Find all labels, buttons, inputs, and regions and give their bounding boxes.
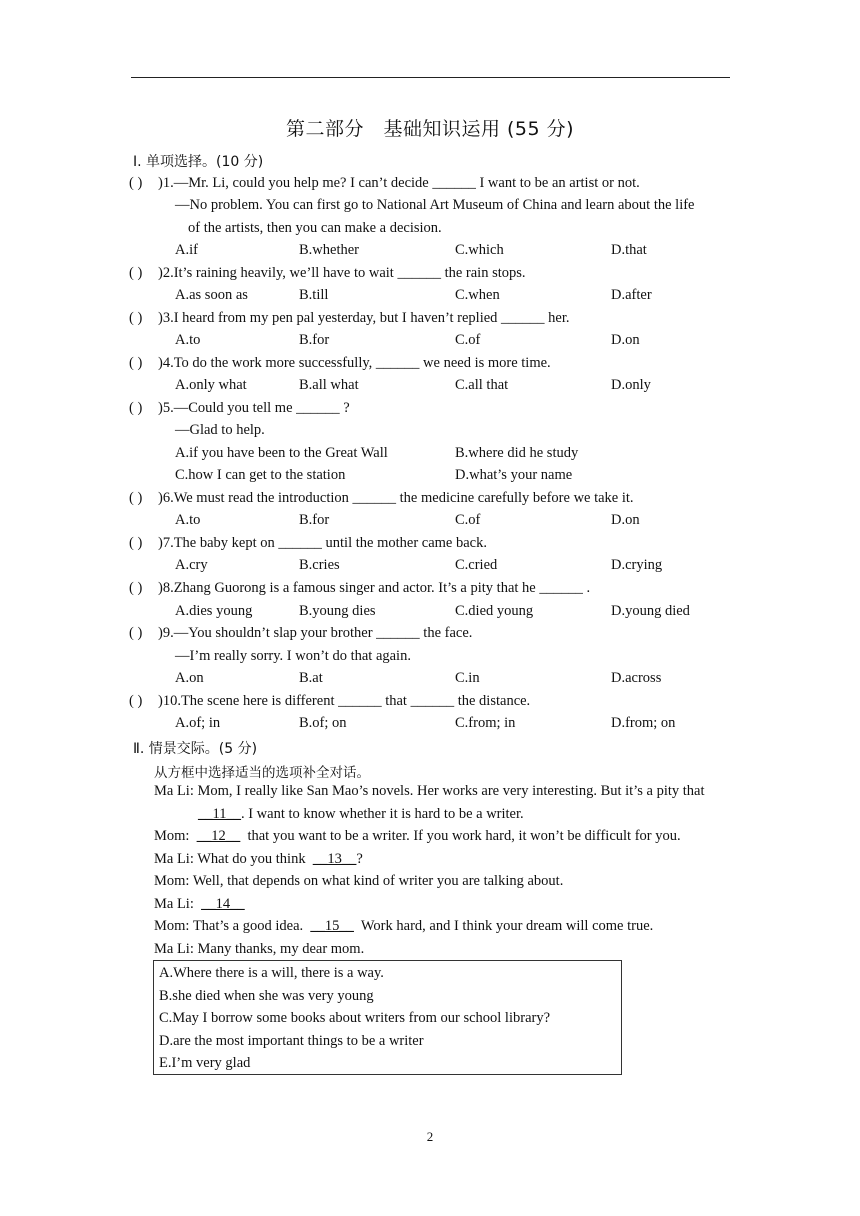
option-b: B.for — [299, 512, 330, 528]
option-b: B.for — [299, 332, 330, 348]
option-c: C.of — [455, 512, 481, 528]
option-c: C.in — [455, 670, 480, 686]
section2-heading: Ⅱ. 情景交际。(5 分) — [133, 741, 258, 757]
answer-bracket[interactable]: ( ) — [129, 355, 143, 371]
option-d: D.young died — [611, 603, 690, 619]
page-number: 2 — [426, 1129, 434, 1144]
option-d: D.on — [611, 512, 640, 528]
option-a: A.on — [175, 670, 204, 686]
dialogue-line: Mom: Well, that depends on what kind of writer you are talking about. — [154, 873, 564, 889]
box-option-e: E.I’m very glad — [159, 1055, 251, 1071]
option-c: C.died young — [455, 603, 534, 619]
option-c: C.of — [455, 332, 481, 348]
header-rule — [131, 77, 730, 78]
option-b: B.at — [299, 670, 323, 686]
dialogue-line: Ma Li: Many thanks, my dear mom. — [154, 941, 365, 957]
option-b: B.till — [299, 287, 329, 303]
dialogue-line: Ma Li: __14__ — [154, 896, 245, 912]
answer-bracket[interactable]: ( ) — [129, 175, 143, 191]
blank-12[interactable]: __12__ — [196, 828, 241, 844]
option-d: D.only — [611, 377, 651, 393]
part-title: 第二部分 基础知识运用 (55 分) — [285, 118, 575, 140]
option-d: D.what’s your name — [455, 467, 573, 483]
option-d: D.across — [611, 670, 662, 686]
question-stem: )10.The scene here is different ______ that ______ the distance. — [158, 693, 531, 709]
option-d: D.crying — [611, 557, 663, 573]
option-c: C.from; in — [455, 715, 516, 731]
question-stem: )9.—You shouldn’t slap your brother ______ the face. — [158, 625, 473, 641]
box-option-a: A.Where there is a will, there is a way. — [159, 965, 384, 981]
box-option-d: D.are the most important things to be a writer — [159, 1033, 424, 1049]
option-b: B.whether — [299, 242, 359, 258]
dialogue-line: Mom: That’s a good idea. __15__ Work hard, and I think your dream will come true. — [154, 918, 654, 934]
question-extra: —I’m really sorry. I won’t do that again. — [175, 648, 411, 664]
question-extra: of the artists, then you can make a decision. — [188, 220, 442, 236]
question-stem: )2.It’s raining heavily, we’ll have to wait ______ the rain stops. — [158, 265, 526, 281]
dialogue-line: __11__. I want to know whether it is hard to be a writer. — [198, 806, 524, 822]
option-b: B.where did he study — [455, 445, 579, 461]
blank-15[interactable]: __15__ — [310, 918, 354, 934]
option-b: B.young dies — [299, 603, 376, 619]
option-a: A.to — [175, 332, 201, 348]
question-stem: )6.We must read the introduction ______ the medicine carefully before we take it. — [158, 490, 634, 506]
option-b: B.all what — [299, 377, 359, 393]
answer-bracket[interactable]: ( ) — [129, 580, 143, 596]
box-option-c: C.May I borrow some books about writers from our school library? — [159, 1010, 551, 1026]
option-d: D.on — [611, 332, 640, 348]
question-stem: )7.The baby kept on ______ until the mother came back. — [158, 535, 487, 551]
option-c: C.cried — [455, 557, 498, 573]
option-a: A.cry — [175, 557, 208, 573]
option-a: A.if — [175, 242, 198, 258]
section2-instruction: 从方框中选择适当的选项补全对话。 — [154, 765, 370, 781]
blank-14[interactable]: __14__ — [201, 896, 245, 912]
option-d: D.after — [611, 287, 652, 303]
option-d: D.that — [611, 242, 647, 258]
question-stem: )3.I heard from my pen pal yesterday, but I haven’t replied ______ her. — [158, 310, 570, 326]
answer-bracket[interactable]: ( ) — [129, 535, 143, 551]
answer-bracket[interactable]: ( ) — [129, 490, 143, 506]
option-b: B.of; on — [299, 715, 347, 731]
option-c: C.all that — [455, 377, 509, 393]
answer-bracket[interactable]: ( ) — [129, 625, 143, 641]
answer-bracket[interactable]: ( ) — [129, 400, 143, 416]
dialogue-line: Mom: __12__ that you want to be a writer. If you work hard, it won’t be difficult for you. — [154, 828, 681, 844]
section1-heading: Ⅰ. 单项选择。(10 分) — [133, 154, 264, 170]
question-stem: )1.—Mr. Li, could you help me? I can’t decide ______ I want to be an artist or not. — [158, 175, 640, 191]
answer-bracket[interactable]: ( ) — [129, 693, 143, 709]
question-extra: —No problem. You can first go to National Art Museum of China and learn about the life — [175, 197, 695, 213]
option-a: A.as soon as — [175, 287, 248, 303]
option-a: A.to — [175, 512, 201, 528]
question-stem: )5.—Could you tell me ______ ? — [158, 400, 350, 416]
question-stem: )8.Zhang Guorong is a famous singer and actor. It’s a pity that he ______ . — [158, 580, 591, 596]
option-c: C.which — [455, 242, 504, 258]
option-c: C.when — [455, 287, 500, 303]
blank-13[interactable]: __13__ — [312, 851, 357, 867]
question-stem: )4.To do the work more successfully, ______ we need is more time. — [158, 355, 551, 371]
answer-bracket[interactable]: ( ) — [129, 265, 143, 281]
dialogue-line: Ma Li: What do you think __13__? — [154, 851, 363, 867]
option-d: D.from; on — [611, 715, 676, 731]
option-a: A.if you have been to the Great Wall — [175, 445, 388, 461]
box-option-b: B.she died when she was very young — [159, 988, 374, 1004]
option-a: A.of; in — [175, 715, 221, 731]
options-box — [153, 960, 622, 1075]
option-a: A.only what — [175, 377, 247, 393]
option-b: B.cries — [299, 557, 340, 573]
dialogue-line: Ma Li: Mom, I really like San Mao’s novels. Her works are very interesting. But it’s a pity that — [154, 783, 705, 799]
option-c: C.how I can get to the station — [175, 467, 346, 483]
answer-bracket[interactable]: ( ) — [129, 310, 143, 326]
option-a: A.dies young — [175, 603, 253, 619]
question-extra: —Glad to help. — [175, 422, 265, 438]
blank-11[interactable]: __11__ — [198, 806, 241, 822]
